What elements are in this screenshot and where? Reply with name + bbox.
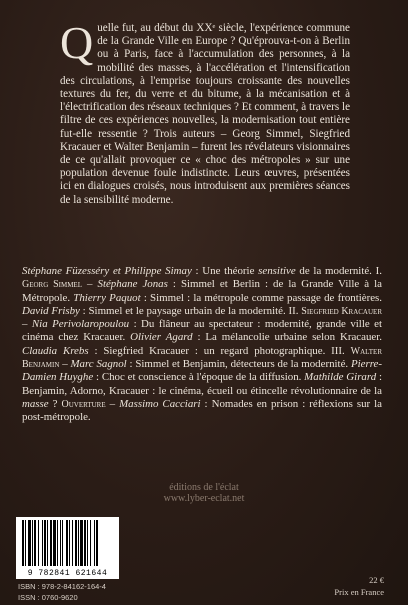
toc-text: : Benjamin, Adorno, Kracauer : le cinéma, écueil ou étincelle révolutionnaire de la	[22, 371, 382, 397]
price: 22 €	[369, 575, 384, 585]
toc-text: : Siegfried Kracauer : un regard photographique. III.	[88, 344, 351, 357]
toc-author: Stéphane Jonas	[97, 278, 168, 291]
toc-author: Olivier Agard	[130, 331, 193, 344]
barcode-bar	[44, 520, 46, 566]
toc-text: de la modernité. I.	[295, 265, 382, 277]
barcode-bar	[25, 520, 26, 566]
barcode-bar	[69, 520, 70, 566]
barcode-bar	[60, 520, 61, 566]
toc-author: Massimo Cacciari	[119, 397, 201, 410]
barcode-bar	[94, 520, 95, 566]
issn: ISSN : 0760-9620	[18, 593, 78, 602]
barcode-bar	[50, 520, 52, 566]
barcode-bar	[42, 520, 43, 566]
barcode-bars	[21, 520, 114, 568]
barcode-bar	[78, 520, 79, 566]
barcode-bar	[96, 520, 98, 566]
toc-text: : Simmel et le paysage urbain de la modernité. II.	[79, 304, 302, 317]
toc-dash: –	[59, 358, 71, 371]
toc-text: : Choc et conscience à l'époque de la diffusion.	[93, 371, 305, 384]
toc-section: Siegfried Kracauer	[301, 305, 382, 317]
intro-paragraph	[60, 17, 350, 207]
barcode-number: 9 782841 621644	[27, 569, 108, 578]
toc-text: ?	[48, 397, 62, 410]
barcode-bar	[34, 520, 36, 566]
toc-author: Pierre-Damien Huyghe	[22, 358, 382, 384]
toc-text: : Nomades en prison : réflexions sur la post-métropole.	[22, 397, 383, 424]
toc-author: Marc Sagnol	[70, 358, 127, 371]
drop-cap: Q	[60, 17, 94, 68]
toc-section: Georg Simmel	[22, 279, 82, 291]
barcode-bar	[62, 520, 63, 566]
price-note: Prix en France	[334, 587, 384, 597]
toc-author: David Frisby	[22, 304, 80, 317]
publisher-name: éditions de l'éclat	[169, 482, 239, 493]
toc-text: : Une théorie	[191, 265, 259, 277]
toc-text: : Simmel et Benjamin, détecteurs de la modernité.	[126, 358, 351, 371]
barcode-bar	[57, 520, 58, 566]
barcode-bar	[87, 520, 88, 566]
isbn: ISBN : 978-2-84162-164-4	[18, 582, 106, 591]
barcode-bar	[84, 520, 86, 566]
toc-text: : Simmel : la métropole comme passage de frontières.	[140, 291, 383, 304]
toc-author: Mathilde Girard	[304, 371, 377, 384]
barcode-bar	[32, 520, 33, 566]
barcode-bar	[53, 520, 56, 566]
barcode-bar	[75, 520, 77, 566]
toc-dash: –	[22, 318, 32, 331]
toc-dash: –	[105, 397, 120, 410]
toc-author: Thierry Paquot	[73, 291, 141, 304]
toc-author: Stéphane Füzesséry et Philippe Simay	[22, 265, 192, 277]
toc-emphasis: masse	[22, 397, 49, 410]
barcode-bar	[22, 520, 24, 566]
price-block	[334, 574, 384, 598]
intro-text: uelle fut, au début du XXᵉ siècle, l'expérience commune de la Grande Ville en Europe ? Qu'éprouva-t-on à Berlin ou à Paris, face à l'accumulation des personnes, à la mobilité des masses, à l'accélération et l'intensification des circulations, à l'emprise toujours croissante des nouvelles textures du fer, du verre et du bitume, à la mécanisation et à l'électrification des réseaux techniques ? Et comment, à travers le filtre de ces expériences nouvelles, la modernisation tout entière fut-elle ressentie ? Trois auteurs – Georg Simmel, Siegfried Kracauer et Walter Benjamin – furent les révélateurs visionnaires de ce qu'allait provoquer ce « choc des métropoles » sur une population devenue foule indistincte. Leurs œuvres, présentées ici en dialogues croisés, nous introduisent aux premières séances de la sensibilité moderne.	[60, 22, 350, 206]
toc-section: Ouverture	[61, 398, 106, 410]
toc-emphasis: sensitive	[258, 265, 296, 277]
toc-text: : Du flâneur au spectateur : modernité, grande ville et cinéma chez Kracauer.	[22, 318, 382, 344]
barcode-bar	[80, 520, 83, 566]
publisher-block	[0, 482, 408, 504]
barcode-bar	[28, 520, 31, 566]
barcode-bar	[72, 520, 73, 566]
publisher-url[interactable]: www.lyber-eclat.net	[163, 493, 245, 504]
table-of-contents	[22, 265, 382, 425]
toc-author: Nia Perivolaropoulou	[31, 318, 130, 331]
toc-section: Walter Benjamin	[22, 345, 382, 371]
barcode-bar	[47, 520, 48, 566]
toc-text: : Simmel et Berlin : de la Grande Ville à la Métropole.	[22, 278, 383, 304]
barcode	[16, 517, 119, 579]
toc-dash: –	[81, 278, 98, 291]
barcode-bar	[38, 520, 39, 566]
toc-author: Claudia Krebs	[22, 344, 89, 357]
barcode-bar	[90, 520, 91, 566]
toc-text: : La mélancolie urbaine selon Kracauer.	[192, 331, 382, 344]
barcode-bar	[66, 520, 68, 566]
